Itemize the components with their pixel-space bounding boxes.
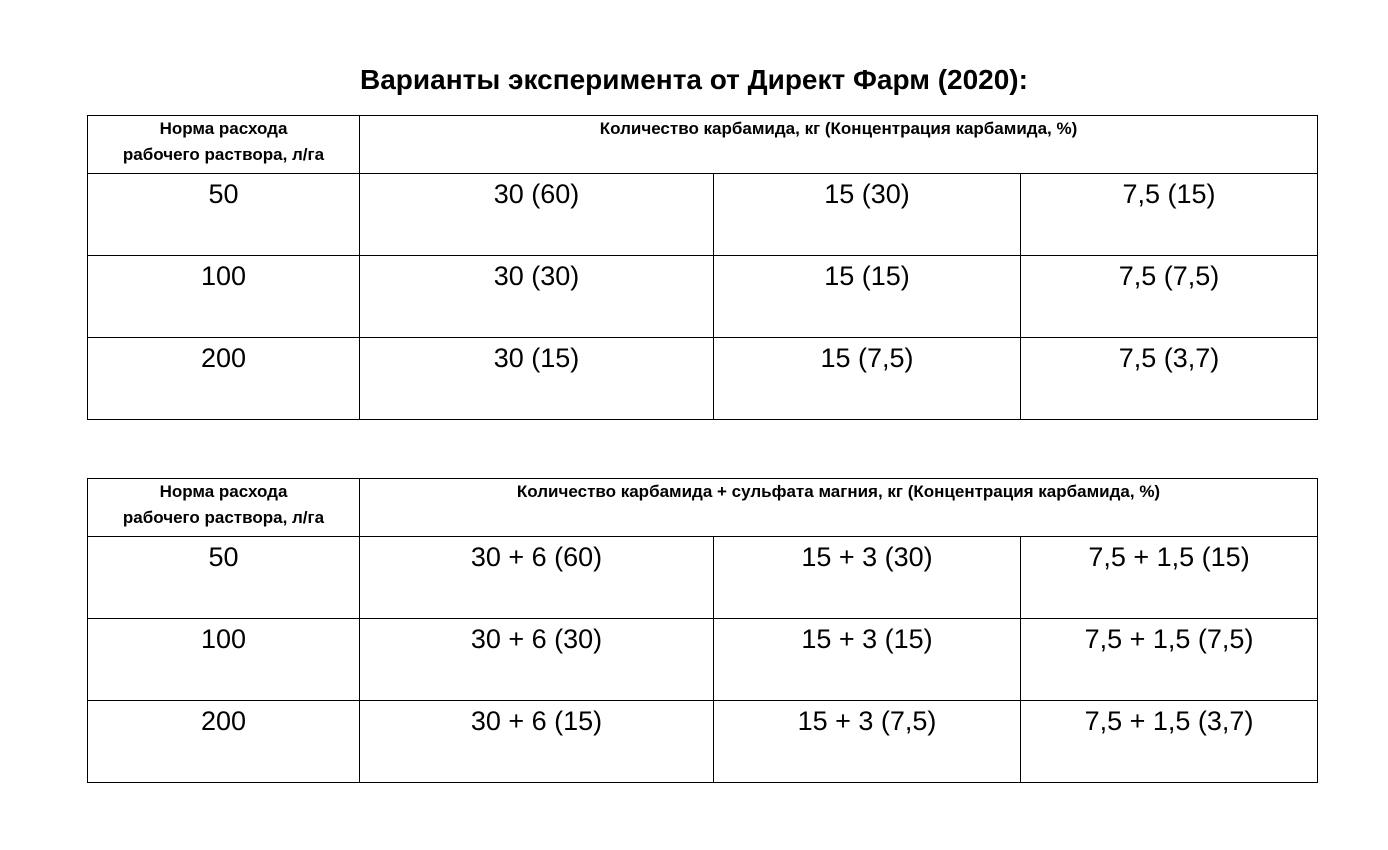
rate-header-line1: Норма расхода [159,119,288,138]
value-cell: 15 + 3 (30) [714,537,1021,619]
rate-cell: 200 [88,701,360,783]
rate-header-line2: рабочего раствора, л/га [122,508,325,527]
table-row [88,537,1318,619]
rate-header-line2: рабочего раствора, л/га [122,145,325,164]
value-cell: 30 + 6 (30) [360,619,714,701]
value-cell: 15 (30) [714,174,1021,256]
value-cell: 30 (30) [360,256,714,338]
value-cell: 7,5 + 1,5 (15) [1021,537,1318,619]
value-cell: 30 + 6 (15) [360,701,714,783]
amount-header-cell: Количество карбамида, кг (Концентрация карбамида, %) [360,116,1318,174]
urea-table [87,115,1318,420]
table-row [88,338,1318,420]
rate-cell: 100 [88,256,360,338]
value-cell: 30 + 6 (60) [360,537,714,619]
value-cell: 15 (7,5) [714,338,1021,420]
rate-cell: 50 [88,537,360,619]
table-header-row [88,116,1318,174]
value-cell: 15 (15) [714,256,1021,338]
rate-header-cell [88,116,360,174]
value-cell: 7,5 (3,7) [1021,338,1318,420]
table-row [88,256,1318,338]
table-row [88,619,1318,701]
value-cell: 30 (60) [360,174,714,256]
amount-header-cell: Количество карбамида + сульфата магния, кг (Концентрация карбамида, %) [360,479,1318,537]
rate-cell: 50 [88,174,360,256]
value-cell: 15 + 3 (7,5) [714,701,1021,783]
value-cell: 30 (15) [360,338,714,420]
value-cell: 7,5 + 1,5 (7,5) [1021,619,1318,701]
table-row [88,174,1318,256]
rate-cell: 200 [88,338,360,420]
table-row [88,701,1318,783]
value-cell: 7,5 (7,5) [1021,256,1318,338]
value-cell: 15 + 3 (15) [714,619,1021,701]
rate-header-line1: Норма расхода [159,482,288,501]
rate-header-cell [88,479,360,537]
value-cell: 7,5 + 1,5 (3,7) [1021,701,1318,783]
page-title: Варианты эксперимента от Директ Фарм (2020): [360,64,1028,95]
table-header-row [88,479,1318,537]
urea-magnesium-table [87,478,1318,783]
value-cell: 7,5 (15) [1021,174,1318,256]
rate-cell: 100 [88,619,360,701]
